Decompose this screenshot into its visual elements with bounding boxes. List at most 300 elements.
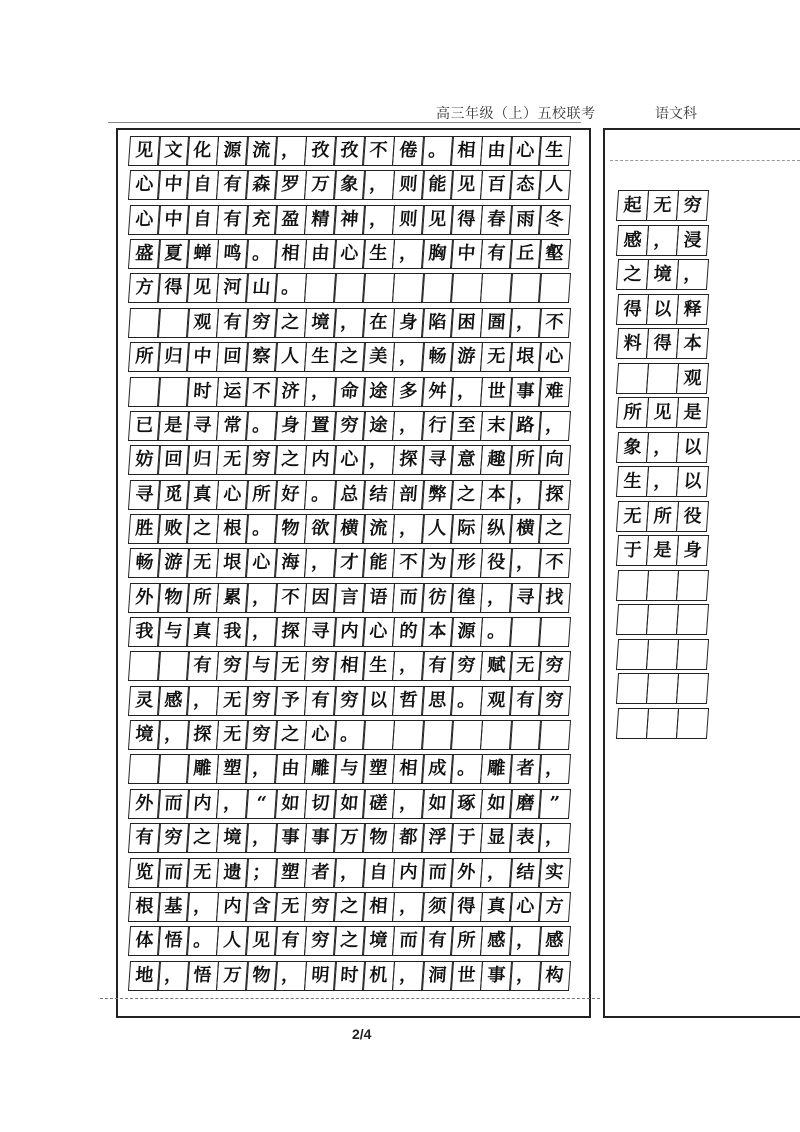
- essay-cell: 我: [216, 617, 249, 647]
- essay-cell: 中: [157, 205, 190, 235]
- essay-cell: ，: [245, 754, 278, 784]
- essay-cell: 百: [479, 170, 512, 200]
- essay-cell: 见: [128, 136, 161, 166]
- essay-cell: 生: [538, 136, 571, 166]
- essay-cell: 好: [274, 480, 307, 510]
- side-essay-cell: [646, 604, 680, 635]
- essay-cell: [509, 720, 542, 750]
- essay-cell: 在: [362, 308, 395, 338]
- essay-cell: 徨: [450, 583, 483, 613]
- essay-cell: 内: [186, 789, 219, 819]
- essay-cell: 命: [333, 377, 366, 407]
- essay-cell: [538, 617, 571, 647]
- essay-cell: 万: [304, 170, 337, 200]
- essay-cell: 由: [274, 754, 307, 784]
- essay-cell: [392, 720, 425, 750]
- side-essay-cell: 本: [676, 328, 710, 359]
- essay-cell: 由: [304, 239, 337, 269]
- essay-cell: 无: [186, 858, 219, 888]
- essay-cell: ，: [392, 892, 425, 922]
- essay-cell: 之: [274, 720, 307, 750]
- essay-cell: 穷: [538, 686, 571, 716]
- side-essay-cell: [616, 708, 650, 739]
- essay-cell: 所: [245, 480, 278, 510]
- essay-cell: 须: [421, 892, 454, 922]
- essay-cell: ，: [509, 308, 542, 338]
- side-essay-cell: [616, 639, 650, 670]
- side-essay-cell: 境: [646, 259, 680, 290]
- side-essay-cell: 生: [616, 466, 650, 497]
- essay-cell: 哲: [392, 686, 425, 716]
- essay-cell: 予: [274, 686, 307, 716]
- essay-cell: 观: [479, 686, 512, 716]
- essay-cell: 而: [157, 789, 190, 819]
- essay-cell: 穷: [245, 686, 278, 716]
- essay-cell: 。: [304, 480, 337, 510]
- essay-cell: 者: [509, 754, 542, 784]
- essay-cell: ，: [509, 480, 542, 510]
- essay-cell: 感: [538, 926, 571, 956]
- essay-cell: 由: [479, 136, 512, 166]
- essay-cell: 境: [362, 926, 395, 956]
- essay-cell: 流: [245, 136, 278, 166]
- essay-cell: ，: [274, 961, 307, 991]
- essay-cell: 中: [450, 239, 483, 269]
- essay-cell: 雕: [479, 754, 512, 784]
- essay-cell: 途: [362, 377, 395, 407]
- essay-cell: 至: [450, 411, 483, 441]
- essay-cell: 夏: [157, 239, 190, 269]
- essay-cell: 身: [274, 411, 307, 441]
- essay-cell: 本: [421, 617, 454, 647]
- essay-cell: 于: [450, 823, 483, 853]
- essay-cell: 有: [304, 686, 337, 716]
- essay-cell: 有: [421, 926, 454, 956]
- essay-cell: 都: [392, 823, 425, 853]
- side-essay-cell: 见: [646, 397, 680, 428]
- essay-cell: 孜: [333, 136, 366, 166]
- essay-cell: 象: [333, 170, 366, 200]
- essay-cell: 物: [274, 514, 307, 544]
- essay-cell: 之: [186, 514, 219, 544]
- essay-cell: 心: [128, 205, 161, 235]
- essay-cell: 境: [128, 720, 161, 750]
- essay-cell: [421, 720, 454, 750]
- essay-cell: [157, 651, 190, 681]
- side-essay-cell: 所: [646, 501, 680, 532]
- essay-cell: 之: [333, 342, 366, 372]
- essay-cell: 真: [479, 892, 512, 922]
- essay-cell: 生: [362, 239, 395, 269]
- essay-cell: 彷: [421, 583, 454, 613]
- right-frame-top-divider: [610, 160, 800, 161]
- essay-cell: 磋: [362, 789, 395, 819]
- essay-cell: 多: [392, 377, 425, 407]
- essay-cell: 悟: [186, 961, 219, 991]
- essay-cell: ，: [245, 823, 278, 853]
- essay-cell: ，: [186, 686, 219, 716]
- essay-cell: [509, 273, 542, 303]
- essay-cell: 困: [450, 308, 483, 338]
- essay-cell: 所: [128, 342, 161, 372]
- essay-cell: ，: [392, 789, 425, 819]
- side-essay-cell: 料: [616, 328, 650, 359]
- essay-cell: 意: [450, 445, 483, 475]
- essay-cell: 我: [128, 617, 161, 647]
- essay-cell: 结: [362, 480, 395, 510]
- essay-cell: [538, 720, 571, 750]
- page-number: 2/4: [352, 1026, 372, 1042]
- essay-cell: 内: [304, 445, 337, 475]
- side-essay-cell: 是: [676, 397, 710, 428]
- essay-cell: 神: [333, 205, 366, 235]
- essay-cell: 与: [333, 754, 366, 784]
- essay-cell: 畅: [421, 342, 454, 372]
- essay-cell: [479, 273, 512, 303]
- essay-cell: 趣: [479, 445, 512, 475]
- essay-cell: 穷: [538, 651, 571, 681]
- essay-cell: ，: [157, 720, 190, 750]
- side-essay-cell: ，: [676, 259, 710, 290]
- essay-cell: 因: [304, 583, 337, 613]
- essay-cell: 已: [128, 411, 161, 441]
- essay-cell: ，: [479, 583, 512, 613]
- essay-cell: [450, 720, 483, 750]
- essay-grid: [130, 136, 570, 991]
- essay-cell: 河: [216, 273, 249, 303]
- essay-cell: 不: [538, 308, 571, 338]
- side-essay-cell: [646, 363, 680, 394]
- essay-cell: 蝉: [186, 239, 219, 269]
- essay-cell: 而: [392, 926, 425, 956]
- essay-cell: [362, 273, 395, 303]
- essay-cell: ，: [362, 445, 395, 475]
- essay-cell: 有: [186, 651, 219, 681]
- essay-cell: 体: [128, 926, 161, 956]
- essay-cell: 事: [509, 377, 542, 407]
- essay-cell: 之: [333, 926, 366, 956]
- essay-cell: 圄: [479, 308, 512, 338]
- essay-cell: [157, 308, 190, 338]
- essay-cell: ，: [333, 308, 366, 338]
- essay-cell: 相: [362, 892, 395, 922]
- essay-cell: 之: [333, 892, 366, 922]
- essay-cell: 心: [333, 239, 366, 269]
- side-essay-cell: 以: [676, 432, 710, 463]
- essay-cell: 无: [509, 651, 542, 681]
- essay-cell: 无: [186, 548, 219, 578]
- essay-cell: 心: [333, 445, 366, 475]
- essay-cell: 穷: [333, 411, 366, 441]
- essay-cell: 览: [128, 858, 161, 888]
- header-divider: [108, 122, 581, 123]
- essay-cell: 地: [128, 961, 161, 991]
- essay-cell: 为: [421, 548, 454, 578]
- essay-cell: 切: [304, 789, 337, 819]
- essay-cell: [157, 377, 190, 407]
- essay-cell: 。: [186, 926, 219, 956]
- essay-cell: ，: [245, 617, 278, 647]
- essay-cell: 穷: [333, 686, 366, 716]
- essay-cell: 自: [362, 858, 395, 888]
- essay-cell: 根: [216, 514, 249, 544]
- essay-cell: 。: [245, 514, 278, 544]
- essay-cell: 心: [509, 892, 542, 922]
- essay-cell: 源: [216, 136, 249, 166]
- essay-cell: 难: [538, 377, 571, 407]
- essay-cell: 之: [274, 308, 307, 338]
- essay-cell: 不: [274, 583, 307, 613]
- essay-cell: 之: [450, 480, 483, 510]
- side-essay-cell: 是: [646, 535, 680, 566]
- essay-cell: 有: [421, 651, 454, 681]
- essay-cell: 穷: [450, 651, 483, 681]
- essay-cell: 有: [216, 205, 249, 235]
- essay-cell: 外: [128, 789, 161, 819]
- essay-cell: 万: [333, 823, 366, 853]
- side-essay-cell: [646, 639, 680, 670]
- essay-cell: 无: [216, 686, 249, 716]
- side-essay-cell: [616, 673, 650, 704]
- essay-cell: ，: [304, 377, 337, 407]
- side-essay-cell: [676, 639, 710, 670]
- essay-cell: ，: [216, 789, 249, 819]
- essay-cell: [128, 754, 161, 784]
- essay-cell: 冬: [538, 205, 571, 235]
- essay-cell: 行: [421, 411, 454, 441]
- essay-cell: 不: [362, 136, 395, 166]
- essay-cell: 。: [274, 273, 307, 303]
- essay-cell: 琢: [450, 789, 483, 819]
- side-essay-cell: 观: [676, 363, 710, 394]
- essay-cell: 与: [245, 651, 278, 681]
- essay-cell: ，: [157, 961, 190, 991]
- essay-cell: 世: [450, 961, 483, 991]
- essay-cell: 如: [479, 789, 512, 819]
- essay-cell: 得: [157, 273, 190, 303]
- essay-cell: 无: [274, 892, 307, 922]
- essay-cell: 不: [538, 548, 571, 578]
- essay-cell: “: [245, 789, 278, 819]
- essay-cell: 洞: [421, 961, 454, 991]
- essay-cell: 以: [362, 686, 395, 716]
- essay-cell: 纵: [479, 514, 512, 544]
- essay-cell: 心: [538, 342, 571, 372]
- essay-cell: 。: [479, 617, 512, 647]
- essay-cell: 内: [216, 892, 249, 922]
- essay-cell: 时: [186, 377, 219, 407]
- essay-cell: 相: [274, 239, 307, 269]
- essay-cell: 剖: [392, 480, 425, 510]
- side-essay-cell: [646, 708, 680, 739]
- essay-cell: 见: [421, 205, 454, 235]
- essay-cell: [362, 720, 395, 750]
- essay-cell: 无: [479, 342, 512, 372]
- essay-cell: 妨: [128, 445, 161, 475]
- essay-cell: 寻: [128, 480, 161, 510]
- essay-cell: 事: [274, 823, 307, 853]
- essay-cell: 弊: [421, 480, 454, 510]
- essay-cell: 文: [157, 136, 190, 166]
- essay-cell: [450, 273, 483, 303]
- side-essay-cell: 象: [616, 432, 650, 463]
- side-essay-cell: [676, 673, 710, 704]
- essay-cell: 垠: [216, 548, 249, 578]
- bottom-scratch-line: [100, 998, 600, 999]
- essay-cell: ”: [538, 789, 571, 819]
- essay-cell: 总: [333, 480, 366, 510]
- essay-cell: 之: [538, 514, 571, 544]
- essay-cell: 浮: [421, 823, 454, 853]
- essay-cell: 才: [333, 548, 366, 578]
- essay-cell: 生: [362, 651, 395, 681]
- essay-cell: ，: [392, 342, 425, 372]
- essay-cell: 是: [157, 411, 190, 441]
- essay-cell: 雕: [304, 754, 337, 784]
- essay-cell: 找: [538, 583, 571, 613]
- essay-cell: 人: [216, 926, 249, 956]
- essay-cell: 穷: [157, 823, 190, 853]
- essay-cell: ，: [392, 239, 425, 269]
- essay-cell: 中: [157, 170, 190, 200]
- essay-cell: 事: [304, 823, 337, 853]
- side-essay-cell: 役: [676, 501, 710, 532]
- essay-cell: 心: [216, 480, 249, 510]
- essay-cell: 的: [392, 617, 425, 647]
- essay-cell: ，: [245, 583, 278, 613]
- essay-cell: 态: [509, 170, 542, 200]
- essay-cell: 无: [274, 651, 307, 681]
- essay-cell: ，: [450, 377, 483, 407]
- essay-cell: [304, 273, 337, 303]
- essay-cell: 相: [333, 651, 366, 681]
- essay-cell: 表: [509, 823, 542, 853]
- essay-cell: 事: [479, 961, 512, 991]
- side-essay-cell: 得: [616, 294, 650, 325]
- essay-cell: 觅: [157, 480, 190, 510]
- essay-cell: 形: [450, 548, 483, 578]
- essay-cell: [538, 273, 571, 303]
- essay-cell: 鸣: [216, 239, 249, 269]
- essay-cell: [333, 273, 366, 303]
- essay-cell: 探: [538, 480, 571, 510]
- essay-cell: 寻: [186, 411, 219, 441]
- essay-cell: ；: [245, 858, 278, 888]
- essay-cell: 相: [450, 136, 483, 166]
- essay-cell: 物: [362, 823, 395, 853]
- side-essay-cell: [676, 708, 710, 739]
- essay-cell: 。: [450, 686, 483, 716]
- essay-cell: [128, 377, 161, 407]
- essay-cell: 塑: [216, 754, 249, 784]
- essay-cell: 。: [333, 720, 366, 750]
- essay-cell: 横: [333, 514, 366, 544]
- essay-cell: 方: [128, 273, 161, 303]
- essay-cell: ，: [274, 136, 307, 166]
- essay-cell: ，: [392, 651, 425, 681]
- essay-cell: 孜: [304, 136, 337, 166]
- side-essay-cell: 以: [646, 294, 680, 325]
- essay-cell: 盛: [128, 239, 161, 269]
- essay-cell: 济: [274, 377, 307, 407]
- essay-cell: 根: [128, 892, 161, 922]
- essay-cell: 如: [274, 789, 307, 819]
- essay-cell: ，: [509, 548, 542, 578]
- essay-cell: 万: [216, 961, 249, 991]
- essay-cell: 归: [186, 445, 219, 475]
- essay-cell: 罗: [274, 170, 307, 200]
- essay-cell: 不: [245, 377, 278, 407]
- essay-cell: 畅: [128, 548, 161, 578]
- essay-cell: 垠: [509, 342, 542, 372]
- side-essay-cell: [646, 673, 680, 704]
- essay-cell: 役: [479, 548, 512, 578]
- essay-cell: 穷: [304, 651, 337, 681]
- essay-cell: 穷: [245, 445, 278, 475]
- essay-cell: 充: [245, 205, 278, 235]
- essay-cell: 外: [128, 583, 161, 613]
- essay-cell: ，: [362, 170, 395, 200]
- side-essay-cell: [676, 604, 710, 635]
- essay-cell: 而: [157, 858, 190, 888]
- essay-cell: ，: [509, 961, 542, 991]
- essay-cell: 穷: [304, 926, 337, 956]
- essay-cell: 探: [392, 445, 425, 475]
- side-essay-cell: ，: [646, 466, 680, 497]
- essay-cell: 欲: [304, 514, 337, 544]
- essay-cell: 胸: [421, 239, 454, 269]
- essay-cell: 悟: [157, 926, 190, 956]
- essay-cell: 察: [245, 342, 278, 372]
- essay-cell: 流: [362, 514, 395, 544]
- side-essay-cell: 穷: [676, 190, 710, 221]
- essay-cell: 横: [509, 514, 542, 544]
- side-essay-cell: 感: [616, 225, 650, 256]
- essay-cell: 穷: [245, 308, 278, 338]
- essay-cell: 回: [157, 445, 190, 475]
- essay-cell: 舛: [421, 377, 454, 407]
- essay-cell: 常: [216, 411, 249, 441]
- side-essay-cell: 于: [616, 535, 650, 566]
- essay-cell: 心: [362, 617, 395, 647]
- essay-cell: 含: [245, 892, 278, 922]
- essay-cell: [509, 617, 542, 647]
- essay-cell: 物: [245, 961, 278, 991]
- essay-cell: ，: [538, 823, 571, 853]
- essay-cell: 陷: [421, 308, 454, 338]
- essay-cell: 倦: [392, 136, 425, 166]
- essay-cell: ，: [362, 205, 395, 235]
- side-essay-cell: ，: [646, 432, 680, 463]
- essay-cell: 身: [392, 308, 425, 338]
- essay-cell: ，: [538, 754, 571, 784]
- essay-cell: 赋: [479, 651, 512, 681]
- essay-cell: 基: [157, 892, 190, 922]
- essay-cell: 心: [509, 136, 542, 166]
- side-essay-cell: 以: [676, 466, 710, 497]
- essay-cell: 而: [392, 583, 425, 613]
- essay-cell: 之: [274, 445, 307, 475]
- essay-cell: 见: [450, 170, 483, 200]
- essay-cell: 源: [450, 617, 483, 647]
- essay-cell: 灵: [128, 686, 161, 716]
- essay-cell: 遗: [216, 858, 249, 888]
- essay-cell: ，: [304, 548, 337, 578]
- essay-cell: 化: [186, 136, 219, 166]
- side-essay-cell: 得: [646, 328, 680, 359]
- essay-cell: 不: [392, 548, 425, 578]
- essay-cell: ，: [479, 858, 512, 888]
